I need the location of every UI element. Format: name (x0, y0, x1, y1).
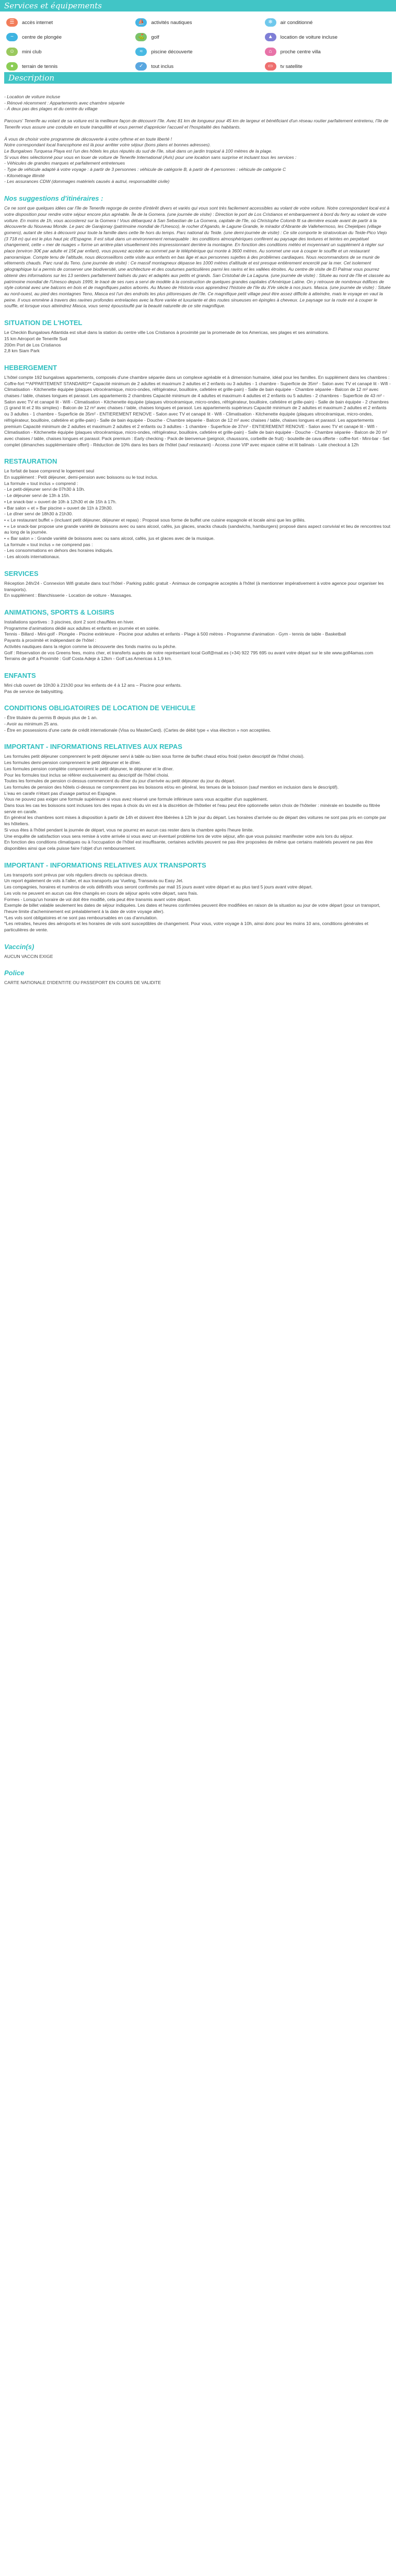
enfants-text (4, 683, 392, 695)
police-heading: Police (4, 969, 25, 977)
important-repas-line: Les formules demi-pension comprennent le petit déjeuner et le dîner. (4, 760, 141, 766)
important-transports-line: Les vols ne peuvent en aucun cas être changés en cours de séjour après votre départ, sans frais. (4, 890, 199, 896)
restauration-line: Le forfait de base comprend le logement seul (4, 468, 94, 474)
description-paragraph: Parcours' Tenerife au volant de sa voiture est la meilleure façon de découvrir l'île. Avec 81 km de longueur pour 45 km de largeur et bénéficiant d'un réseau routier parfaitement entretenu, l'île de Tenerife vous assure une conduite en toute tranquillité et vous permet d'apprécier l'accueil et l'hospitalité des habitants. (4, 118, 389, 130)
important-repas-line: En fonction des conditions climatiques ou à l'occupation de l'hôtel est insuffisante, certaines activités peuvent ne pas être proposées de même que certains matériels peuvent ne pas être disponibles ainsi que cela puisse faire l'objet d'un remboursement. (4, 839, 373, 851)
conditions-heading: CONDITIONS OBLIGATOIRES DE LOCATION DE VEHICULE (4, 704, 196, 712)
services-section-text (4, 581, 392, 599)
important-repas-heading: IMPORTANT - INFORMATIONS RELATIVES AUX REPAS (4, 743, 182, 751)
vaccins-heading: Vaccin(s) (4, 942, 34, 951)
situation-line: 15 km Aéroport de Tenerife Sud (4, 336, 67, 341)
service-label: tv satellite (280, 63, 302, 70)
important-repas-line: Les formules petit déjeuner comprennent le petit déjeuner servi à table ou bien sous forme de buffet chaud et/ou froid (selon descriptif de l'hôtel choisi). (4, 754, 305, 759)
important-transports-line: Formes - Lorsqu'un horaire de vol doit être modifié, cela peut être transmis avant votre départ. (4, 896, 191, 902)
itinerary-heading: Nos suggestions d'itinéraires : (4, 194, 103, 203)
restauration-line: - Le petit-déjeuner servi de 07h30 à 10h. (4, 487, 85, 492)
services-line: En supplément : Blanchisserie - Location de voiture - Massages. (4, 593, 133, 598)
important-repas-line: Si vous êtes à l'hôtel pendant la journée de départ, vous ne pourrez en aucun cas rester dans la chambre après l'heure limite. (4, 827, 254, 833)
animations-line: Golf : Réservation de vos Greens fees, moins cher, et transferts auprès de notre représentant local Golf@mail.es (+34) 922 795 695 ou avant votre départ sur le site www.golf4amas.com (4, 650, 374, 655)
important-transports-line: Les transports sont prévus par vols réguliers directs ou spéciaux directs. (4, 872, 148, 877)
important-transports-line: *Les vols sont obligatoires et ne sont pas remboursables en cas d'annulation. (4, 915, 158, 920)
important-repas-line: Vous ne pouvez pas exiger une formule supérieure si vous avez réservé une formule inférieure sans vous acquitter d'un supplément. (4, 796, 268, 802)
service-item (6, 47, 131, 56)
service-item (265, 62, 390, 71)
description-intro (4, 94, 392, 112)
restauration-line: • « Le snack-bar propose une grande variété de boissons avec ou sans alcool, cafés, jus glaces, snacks chauds (sandwichs, hamburgers) proposé dans aspect convivial et lieu de rencontres tout au long de la journée. (4, 523, 391, 535)
animations-line: Activités nautiques dans la région comme la découverte des fonds marins ou la pêche. (4, 643, 177, 649)
restauration-heading: RESTAURATION (4, 457, 57, 466)
pool-icon: ≈ (135, 48, 147, 56)
service-item (6, 32, 131, 42)
service-item (135, 62, 260, 71)
intro-line: - À deux pas des plages et du centre du village (4, 106, 98, 112)
services-title: Services et équipements (4, 1, 102, 10)
description-title: Description (8, 73, 55, 83)
golf-icon: ⛳ (135, 33, 147, 41)
mini-club-icon: ☺ (6, 48, 18, 56)
tennis-icon: ● (6, 62, 18, 71)
description-content (0, 84, 396, 986)
service-item (6, 62, 131, 71)
police-text: CARTE NATIONALE D'IDENTITE OU PASSEPORT EN COURS DE VALIDITE (4, 980, 161, 986)
services-section-heading: SERVICES (4, 569, 39, 577)
restauration-line: La formule « tout inclus » comprend : (4, 480, 78, 486)
service-item (265, 18, 390, 27)
situation-line: Le Checkin Bungalows Atlantida est situé dans la station du centre ville Los Cristianos à proximité par la promenade de los Americas, ses plages et ses animations. (4, 330, 329, 336)
enfants-line: Mini club ouvert de 10h30 à 21h30 pour les enfants de 4 à 12 ans – Piscine pour enfants. (4, 682, 182, 688)
important-transports-line: *Les retraites, heures des aéroports et les horaires de vols sont susceptibles de changement. Pour vous, votre voyage à 10h, ainsi donc pour les moins 10 ans, conditions générales et particulières de vente. (4, 921, 368, 933)
service-label: accès internet (22, 19, 53, 26)
restauration-line: • Bar salon « et » Bar piscine » ouvert de 11h à 23h30. (4, 505, 113, 511)
enfants-line: Pas de service de babysitting. (4, 688, 64, 694)
service-label: tout inclus (151, 63, 174, 70)
all-inclusive-icon: ✓ (135, 62, 147, 71)
important-repas-line: Pour les formules tout inclus se référer exclusivement au descriptif de l'hôtel choisi. (4, 772, 169, 778)
vaccins-text: AUCUN VACCIN EXIGE (4, 953, 53, 959)
restauration-line: En supplément : Petit déjeuner, demi-pension avec boissons ou le tout inclus. (4, 475, 158, 480)
service-item (265, 32, 390, 42)
important-repas-line: Les formules pension complète comprennent le petit déjeuner, le déjeuner et le dîner. (4, 766, 174, 771)
service-item (265, 47, 390, 56)
service-item (135, 47, 260, 56)
sailboat-icon: ⛵ (135, 18, 147, 27)
situation-line: 2,8 km Siam Park (4, 348, 40, 354)
restauration-text (4, 468, 392, 560)
important-repas-line: Les formules de pension des hôtels ci-dessus ne comprennent pas les boissons et/ou en général, les tenues de la boisson (sauf mention en inclusion dans le descriptif). (4, 784, 339, 790)
restauration-line: - Les alcools internationaux. (4, 554, 61, 560)
animations-line: Payants à proximité et indépendant de l'hôtel : (4, 638, 97, 643)
important-transports-line: Les compagnies, horaires et numéros de vols définitifs vous seront confirmés par mail 15 jours avant votre départ et au plus tard 5 jours avant votre départ. (4, 884, 313, 890)
service-item (135, 18, 260, 27)
description-header (4, 72, 392, 84)
animations-line: Programme d'animations dédié aux adultes et enfants en journée et en soirée. (4, 625, 160, 631)
hebergement-text: L'hôtel compte 192 bungalows appartements, composés d'une chambre séparée dans un complexe agréable et à dimension humaine, idéal pour les familles. En supplément dans les chambres : Coffre-fort **APPARTEMENT STANDARD** Capacité minimum de 2 adultes et maximum 2 adultes et 2 enfants ou 3 adultes - 1 chambre - Superficie de 35m² - Salon avec TV et canapé lit - Wifi - Climatisation - Kitchenette équipée (plaques vitrocéramique, micro-ondes, réfrigérateur, bouilloire, cafetière et grille-pain) - Salle de bain équipée - Chambre séparée - Balcon de 12 m² avec chaises / table, chaises longues et parasol. Les appartements 2 chambres Capacité minimum de 4 adultes et maximum 4 adultes et 2 enfants ou 5 adultes - 2 chambres - Superficie de 43 m² - Salon avec TV et canapé lit - Wifi - Climatisation - Kitchenette équipée (plaques vitrocéramique, micro-ondes, réfrigérateur, bouilloire, cafetière et grille-pain) - Salle de bain équipée - 2 chambres (1 grand lit et 2 lits simples) - Balcon de 12 m² avec chaises / table, chaises longues et parasol. Les appartements supérieurs Capacité minimum de 2 adultes et maximum 2 adultes et 2 enfants ou 3 adultes - 1 chambre - Superficie de 35m² - ENTIEREMENT RENOVE - Salon avec TV et canapé lit - Wifi - Climatisation - Kitchenette équipée (plaques vitrocéramique, micro-ondes, réfrigérateur, bouilloire, cafetière et grille-pain) - Salle de bain équipée - Douche - Chambre séparée - Balcon de 12 m² avec chaises / table, chaises longues et parasol. Les appartements premium Capacité minimum de 2 adultes et maximum 2 adultes et 2 enfants ou 3 adultes - 1 chambre - Superficie de 37m² - ENTIEREMENT RENOVE - Salon avec TV et canapé lit - Wifi - Climatisation - Kitchenette équipée (plaques vitrocéramique, micro-ondes, réfrigérateur, bouilloire, cafetière et grille-pain) - Salle de bain équipée - Douche - Chambre séparée - Balcon de 20 m² avec chaises / table, chaises longues et parasol. Pack premium : Early checking - Pack de bienvenue (peignoir, chaussons, corbeille de fruit) - bouteille de cava offerte - coffre-fort - Mini-bar - Set complet (dimanches supplémentaire offert) - Réduction de 10% dans les bars de l'hôtel (sauf restaurant) - Access zone VIP avec espace calme et lit balinais - Late checkout à 12h (4, 374, 391, 447)
description-details (4, 136, 392, 186)
important-transports-text (4, 872, 392, 933)
situation-heading: SITUATION DE L'HOTEL (4, 319, 83, 327)
hebergement-heading: HEBERGEMENT (4, 363, 57, 372)
important-transports-heading: IMPORTANT - INFORMATIONS RELATIVES AUX TRANSPORTS (4, 861, 206, 869)
important-repas-line: L'eau en carafe n'étant pas d'usage partout en Espagne. (4, 790, 117, 796)
services-line: Réception 24h/24 - Connexion Wifi gratuite dans tout l'hôtel - Parking public gratuit - Animaux de compagnie acceptés à l'hôtel (à mentionner impérativement à votre agence pour organiser les transports). (4, 580, 384, 592)
important-repas-text (4, 754, 392, 851)
detail-line: À vous de choisir votre programme de découverte à votre rythme et en toute liberté ! (4, 136, 172, 142)
important-repas-line: En général les chambres sont mises à disposition à partir de 14h et doivent être libérées à 12h le jour du départ. Les horaires d'arrivée ou de départ des voitures ne sont pas pris en compte par les hôteliers. (4, 815, 387, 827)
animations-line: Terrains de golf à Proximité : Golf Costa Adeje à 12km - Golf Las Americas à 1,9 km. (4, 656, 172, 662)
animations-heading: ANIMATIONS, SPORTS & LOISIRS (4, 608, 114, 616)
wifi-icon: ☰ (6, 18, 18, 27)
detail-line: - Les assurances CDW (dommages matériels causés à autrui, responsabilité civile) (4, 179, 170, 184)
service-label: mini club (22, 49, 42, 55)
town-icon: ⌂ (265, 48, 276, 56)
services-grid (0, 11, 396, 72)
service-label: golf (151, 34, 159, 40)
service-label: activités nautiques (151, 19, 192, 26)
animations-line: Tennis - Billard - Mini-golf - Plongée - Piscine extérieure - Piscine pour adultes et enfants - Plage à 500 mètres - Programme d'animation - Gym - tennis de table - Basketball (4, 631, 346, 637)
conditions-line: - Être en possessions d'une carte de crédit internationale (Visa ou MasterCard). (Cartes de débit type « visa électron » non acceptées. (4, 727, 271, 733)
situation-text (4, 330, 392, 354)
detail-line: - Véhicules de grandes marques et parfaitement entretenues (4, 160, 125, 166)
detail-line: Le Bungalows Turquesa Playa est l'un des hôtels les plus réputés du sud de l'île, situé dans un jardin tropical à 100 mètres de la plage. (4, 148, 273, 154)
restauration-line: La formule « tout inclus » ne comprend pas : (4, 541, 93, 547)
restauration-line: • « Le restaurant buffet » (incluant petit déjeuner, déjeuner et repas) : Proposé sous forme de buffet une cuisine espagnole et locale ainsi que les grillés. (4, 517, 306, 523)
important-transports-line: Exemple de billet valable seulement les dates de séjour indiquées. Les dates et heures confirmées peuvent être modifiées en raison de la situation au jour de votre départ (pour un transport, l'heure limite d'acheminement est préalablement à la date de votre voyage aller). (4, 903, 380, 914)
service-label: proche centre villa (280, 49, 321, 55)
conditions-text (4, 715, 392, 733)
service-label: piscine découverte (151, 49, 193, 55)
restauration-line: • Le snack-bar » ouvert de 10h à 12h30 et de 15h à 17h. (4, 499, 117, 504)
important-transports-line: Un report également de vols à l'aller, et aux transports par Vueling, Transavia ou Easy Jet. (4, 878, 183, 884)
service-label: air conditionné (280, 19, 313, 26)
restauration-line: - Le dîner servi de 18h30 à 21h30. (4, 511, 73, 517)
important-repas-line: Une enquête de satisfaction vous sera remise à votre arrivée si vous avez un éventuel problème lors de votre séjour, afin que vous puissiez manifester votre avis lors du séjour. (4, 833, 354, 839)
service-item (135, 32, 260, 42)
car-icon: ▲ (265, 33, 276, 41)
enfants-heading: ENFANTS (4, 671, 36, 679)
tv-icon: ▭ (265, 62, 276, 71)
restauration-line: - Le déjeuner servi de 13h à 15h. (4, 493, 71, 499)
situation-line: 200m Port de Los Cristianos (4, 342, 61, 348)
detail-line: - Kilométrage illimité (4, 172, 45, 178)
services-header (0, 0, 396, 11)
important-repas-line: Toutes les formules de pension ci-dessus commencent du dîner du jour d'arrivée au petit déjeuner du jour du départ. (4, 778, 236, 784)
diving-icon: ~ (6, 33, 18, 41)
intro-line: - Rénové récemment : Appartements avec chambre séparée (4, 100, 125, 106)
intro-line: - Location de voiture incluse (4, 94, 61, 99)
detail-line: Si vous êtes sélectionné pour vous en louer de voiture de Tenerife International (Avis) pour une location sans surprise et incluant tous les services : (4, 154, 297, 160)
detail-line: Notre correspondant local francophone est là pour arrêter votre séjour (bons plans et bonnes adresses). (4, 142, 211, 148)
conditions-line: - Avoir au minimum 25 ans. (4, 721, 59, 727)
service-label: terrain de tennis (22, 63, 58, 70)
animations-text (4, 619, 392, 662)
service-item (6, 18, 131, 27)
service-label: location de voiture incluse (280, 34, 337, 40)
restauration-line: • « Bar salon » : Grande variété de boissons avec ou sans alcool, cafés, jus et glaces avec de la musique. (4, 536, 215, 541)
service-label: centre de plongée (22, 34, 62, 40)
snowflake-icon: ❄ (265, 18, 276, 27)
itinerary-text: Ce ne sont que quelques idées car l'île de Tenerife regorge de centre d'intérêt divers et variés qui vous sont très facilement accessibles au volant de votre voiture. Notre correspondant local est à votre disposition pour rendre votre séjour encore plus agréable. Île de la Gomera. (une journée de visite) : Direction le port de Los Cristianos et embarquement à bord du ferry au volant de votre voiture. En moins de 1h, vous accosterez sur la Gomera ! Vous débarquez à San Sebastian de La Gomera, capitale de l'île, où Christophe Colomb fit sa dernière escale avant de partir à la découverte du Nouveau Monde. Le parc de Garajonay (patrimoine mondial de l'Unesco), le rocher d'Agando, le Lagune Grande, le mirador d'Abrante de Vallehermoso, les Chejelipes (village gomero), autant de sites à découvrir pour toute la famille dans cette île hors du temps. Parc national du Teide. (une demi-journée de visite) : Ce site comporte le stratovolcan du Teide-Pico Viejo (3 718 m) qui est le plus haut pic d'Espagne. Il est situé dans un environnement remarquable : les conditions atmosphériques confèrent au paysage des textures et teintes en perpétuel changement, cette « mer de nuages » forme un arrière-plan visuellement très impressionnant derrière la montagne. En fonction des conditions météo et moyennant un supplément à régler sur place (environ 30€ par adulte et 15€ par enfant), vous pouvez accéder au sommet par le téléphérique qui monte à 3600 mètres. Au sommet une vue à couper le souffle et un restaurant panoramique. Compte tenu de l'altitude, nous déconseillons cette visite aux enfants en bas âge et aux personnes sujettes à des problèmes cardiaques. Nous recommandons de se munir de vêtements chauds. Parc rural du Teno. (une journée de visite) : Ce massif montagneux dépasse les 1000 mètres d'altitude et est presque entièrement encerclé par la mer. Cet isolement géographique lui a permis de conserver une biodiversité, une architecture et des coutumes particulières parmi les ravins et les vallées étroites. Au centre de visite de El Palmar vous pourrez obtenir des informations sur les 13 sentiers parfaitement balisés du parc et adaptés aux petits et grands. San Cristobal de La Laguna. (une journée de visite) : Située au nord de l'île et classée au patrimoine mondial de l'Unesco depuis 1999, le tracé de ses rues a servi de modèle à la construction de quelques grandes capitales d'Amérique Latine. On y retrouve de nombreux édifices de style colonial avec une balcons en bois et de magnifiques patios arborés. Au Museo de Historia vous apprendrez l'histoire de l'île du XVe siècle à nos jours. Masca. (une journée de visite) : Située au nord-ouest, au pied des montagnes Teno, Masca est l'un des endroits les plus pittoresques de l'île. Ce magnifique petit village peut être assez difficile à atteindre, mais le voyage en vaut la peine. Il vous emmène à travers des ravines profondes entrelacées avec la flore variée et luxuriante et des routes sinueuses en épingles à cheveux. Le paysage sur la route est à couper le souffle, et lorsque vous atteindrez Masca, vous serez époustouflé par la beauté naturelle de ce site magnifique. (4, 205, 391, 309)
important-repas-line: Dans tous les cas les boissons sont incluses lors des repas à choix du vin est à la discrétion de l'hôtelier et l'eau peut être optionnelle selon choix de l'hôtelier : minérale en bouteille ou filtrée servie en carafe. (4, 803, 380, 814)
detail-line: - Type de véhicule adapté à votre voyage : à partir de 3 personnes : véhicule de catégorie B, à partir de 4 personnes : véhicule de catégorie C (4, 167, 286, 172)
animations-line: Installations sportives : 3 piscines, dont 2 sont chauffées en hiver. (4, 619, 135, 625)
conditions-line: - Être titulaire du permis B depuis plus de 1 an. (4, 715, 98, 721)
restauration-line: - Les consommations en dehors des horaires indiqués. (4, 548, 113, 553)
